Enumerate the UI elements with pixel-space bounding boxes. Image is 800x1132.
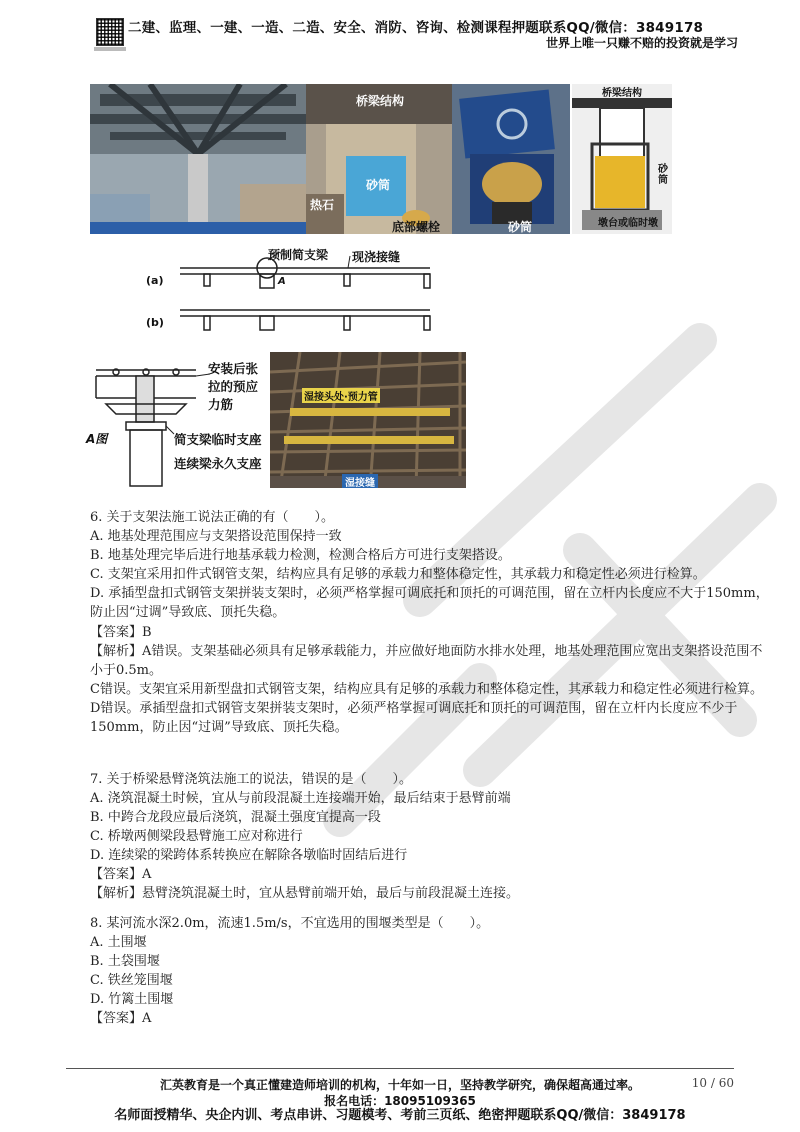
option-d: D. 连续梁的梁跨体系转换应在解除各墩临时固结后进行 [90,848,408,863]
qr-code-icon [96,18,124,46]
footer-contact: 名师面授精华、央企内训、考点串讲、习题模考、考前三页纸、绝密押题联系QQ/微信：3849178 [114,1108,686,1123]
question-stem: 7. 关于桥梁悬臂浇筑法施工的说法，错误的是（ ）。 [90,772,413,787]
detail-label-tendon: 安装后张拉的预应力筋 [208,361,259,412]
header-contact-line: 二建、监理、一建、一造、二造、安全、消防、咨询、检测课程押题联系QQ/微信：3849178 [128,20,704,36]
option-c: C. 铁丝笼围堰 [90,973,173,988]
analysis-a: 【解析】A错误。支架基础必须具有足够承载能力，并应做好地面防水排水处理，地基处理范围应宽出支架搭设范围不小于0.5m。 [90,644,763,678]
detail-label-temp-support: 简支梁临时支座 [174,432,262,447]
photo-wet-joint-site [270,352,466,488]
question-8 [90,914,770,1028]
option-a: A. 浇筑混凝土时候，宜从与前段混凝土连接端开始，最后结束于悬臂前端 [90,791,511,806]
analysis-c: C错误。支架宜采用新型盘扣式钢管支架，结构应具有足够的承载力和整体稳定性，其承载力和稳定性必须进行检算。 [90,682,763,697]
answer: 【答案】A [90,1011,152,1026]
photo4-label-sand: 砂筒 [658,164,668,186]
photo-sand-cylinder-diagram [572,84,672,234]
site-label-wet-joint: 湿接缝 [342,474,378,488]
photo2-label-structure: 桥梁结构 [356,94,405,108]
question-stem: 6. 关于支架法施工说法正确的有（ ）。 [90,510,335,525]
analysis-d: D错误。承插型盘扣式钢管支架拼装支架时，必须严格掌握可调底托和顶托的可调范围，留在立杆内长度应不少于150mm，防止因“过调”导致底、顶托失稳。 [90,701,738,735]
qr-caption [94,47,126,51]
diagram-label-a: (a) [146,274,164,287]
diagram-label-b: (b) [146,316,164,329]
question-7 [90,770,770,903]
support-detail-diagram [86,358,266,488]
option-a: A. 地基处理范围应与支架搭设范围保持一致 [90,529,342,544]
question-6 [90,508,770,737]
page-number: 10 / 60 [691,1076,734,1090]
site-label-joint-duct: 湿接头处·预力管 [302,388,380,403]
option-d: D. 竹篱土围堰 [90,992,174,1007]
answer: 【答案】B [90,625,152,640]
photo3-label-sand: 砂筒 [508,220,533,234]
photo2-label-sand: 砂筒 [366,178,391,192]
footer-intro: 汇英教育是一个真正懂建造师培训的机构，十年如一日，坚持教学研究，确保超高通过率。 [159,1078,640,1092]
photo2-label-bolt: 底部螺栓 [392,220,441,234]
option-c: C. 桥墩两侧梁段悬臂施工应对称进行 [90,829,303,844]
option-b: B. 土袋围堰 [90,954,160,969]
detail-label-fig-a: A图 [86,432,108,446]
answer: 【答案】A [90,867,152,882]
diagram-label-precast-beam: 预制简支梁 [268,248,329,262]
photo-sand-cylinder-device [452,84,570,234]
diagram-label-point-a: A [278,276,286,287]
photo-bridge-underside [90,84,306,234]
option-c: C. 支架宜采用扣件式钢管支架，结构应具有足够的承载力和整体稳定性，其承载力和稳定性必须进行检算。 [90,567,706,582]
photo2-label-stone: 热石 [310,198,335,212]
analysis: 【解析】悬臂浇筑混凝土时，宜从悬臂前端开始，最后与前段混凝土连接。 [90,886,520,901]
footer-phone: 报名电话：18095109365 [324,1094,476,1108]
question-stem: 8. 某河流水深2.0m，流速1.5m/s，不宜选用的围堰类型是（ ）。 [90,916,490,931]
option-b: B. 中跨合龙段应最后浇筑，混凝土强度宜提高一段 [90,810,381,825]
photo-sand-cylinder-site [306,84,452,234]
footer-divider [66,1068,734,1069]
detail-label-perm-support: 连续梁永久支座 [174,456,262,471]
photo4-label-structure: 桥梁结构 [602,88,642,99]
option-b: B. 地基处理完毕后进行地基承载力检测，检测合格后方可进行支架搭设。 [90,548,511,563]
option-d: D. 承插型盘扣式钢管支架拼装支架时，必须严格掌握可调底托和顶托的可调范围，留在立杆内长度应不大于150mm，防止因“过调”导致底、顶托失稳。 [90,586,769,620]
option-a: A. 土围堰 [90,935,147,950]
diagram-label-cast-joint: 现浇接缝 [352,250,401,264]
photo4-label-pier: 墩台或临时墩 [598,218,658,229]
beam-diagram [140,246,440,338]
header-slogan: 世界上唯一只赚不赔的投资就是学习 [545,36,738,50]
